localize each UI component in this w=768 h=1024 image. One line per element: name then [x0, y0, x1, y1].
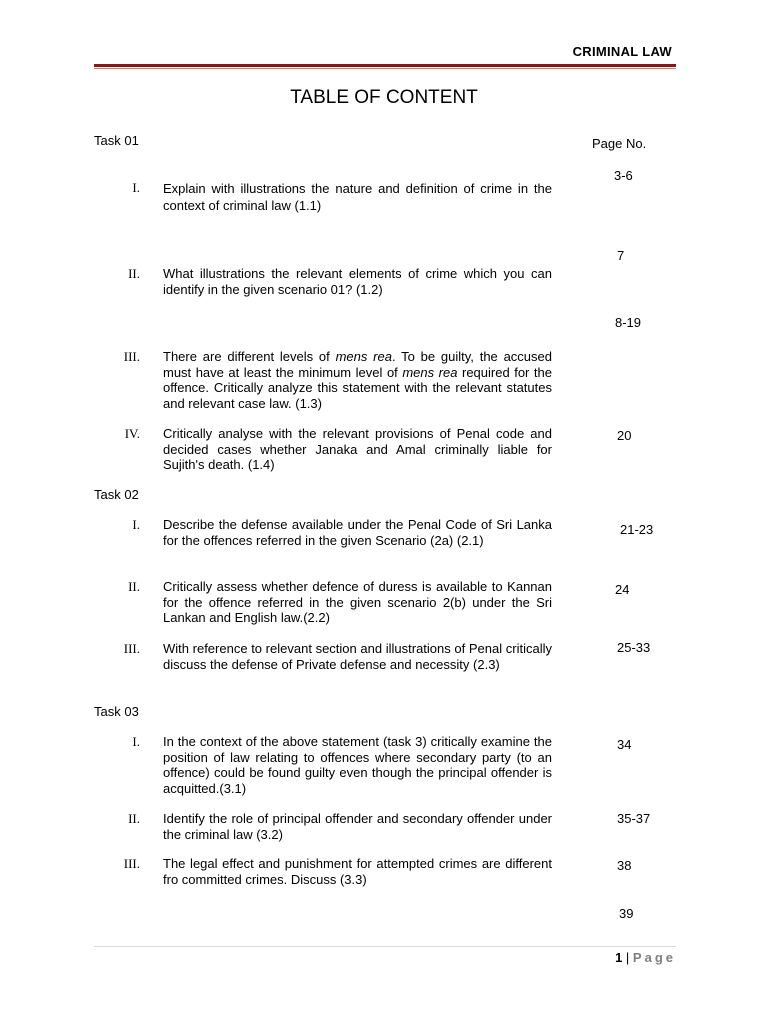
item-number: III.: [123, 856, 140, 871]
italic-term: mens rea: [335, 349, 392, 364]
toc-page-number: 3-6: [614, 168, 633, 183]
item-number: I.: [132, 734, 140, 749]
header-rule: [94, 64, 676, 67]
toc-page-number: 8-19: [615, 315, 642, 330]
footer-page-number: 1: [615, 950, 623, 965]
toc-item-text: With reference to relevant section and illustrations of Penal critically discuss the defense of Private defense and necessity (2.3): [163, 641, 552, 672]
text-part: . To be guilty, the accused must have at least the minimum level of: [163, 349, 552, 380]
text-part: required for the offence. Critically analyze this statement with the relevant statutes and relevant case law. (1.3): [163, 364, 552, 411]
item-number: II.: [128, 579, 140, 594]
text-part: There are different levels of: [163, 349, 336, 364]
toc-page-number: 20: [617, 428, 632, 443]
toc-item-text: Describe the defense available under the Penal Code of Sri Lanka for the offences referred in the given Scenario (2a) (2.1): [163, 517, 552, 548]
toc-item-text: Critically assess whether defence of duress is available to Kannan for the offence referred in the given scenario 2(b) under the Sri Lankan and English law.(2.2): [163, 579, 552, 625]
toc-item-text: In the context of the above statement (task 3) critically examine the position of law relating to offences where secondary party (to an offence) could be found guilty even though the principal offender is acquitted.(3.1): [163, 734, 552, 796]
page-number-heading: Page No.: [592, 136, 647, 151]
toc-item-text: Identify the role of principal offender and secondary offender under the criminal law (3.2): [163, 811, 552, 842]
running-header: CRIMINAL LAW: [572, 44, 672, 59]
toc-item-text: Critically analyse with the relevant provisions of Penal code and decided cases whether Janaka and Amal criminally liable for Sujith's death. (1.4): [163, 426, 552, 472]
item-number: IV.: [124, 426, 140, 441]
footer-rule: [94, 946, 676, 947]
footer-page-label: Page: [632, 950, 676, 965]
item-number: I.: [132, 180, 140, 195]
item-number: III.: [123, 349, 140, 364]
footer-separator: |: [622, 950, 633, 965]
italic-term: mens rea: [402, 364, 458, 380]
toc-item-text: [163, 349, 552, 411]
toc-page-number: 38: [617, 858, 632, 873]
toc-item-text: Explain with illustrations the nature and definition of crime in the context of criminal law (1.1): [163, 181, 552, 213]
task-heading: Task 03: [94, 704, 139, 719]
task-heading: Task 01: [94, 133, 139, 148]
item-number: III.: [123, 641, 140, 656]
page-footer: [615, 950, 676, 965]
toc-page-number: 21-23: [620, 522, 654, 537]
toc-item-text: The legal effect and punishment for attempted crimes are different fro committed crimes. Discuss (3.3): [163, 856, 552, 887]
item-number: I.: [132, 517, 140, 532]
item-number: II.: [128, 811, 140, 826]
toc-page-number: 7: [617, 248, 625, 263]
item-number: II.: [128, 266, 140, 281]
toc-page-number: 35-37: [617, 811, 651, 826]
document-title: TABLE OF CONTENT: [290, 87, 478, 108]
task-heading: Task 02: [94, 487, 139, 502]
toc-page-number: 34: [617, 737, 632, 752]
toc-page-number: 24: [615, 582, 630, 597]
header-rule-thin: [94, 68, 676, 69]
toc-page-number: 39: [619, 906, 634, 921]
toc-page-number: 25-33: [617, 640, 651, 655]
toc-item-text: What illustrations the relevant elements of crime which you can identify in the given scenario 01? (1.2): [163, 266, 552, 297]
